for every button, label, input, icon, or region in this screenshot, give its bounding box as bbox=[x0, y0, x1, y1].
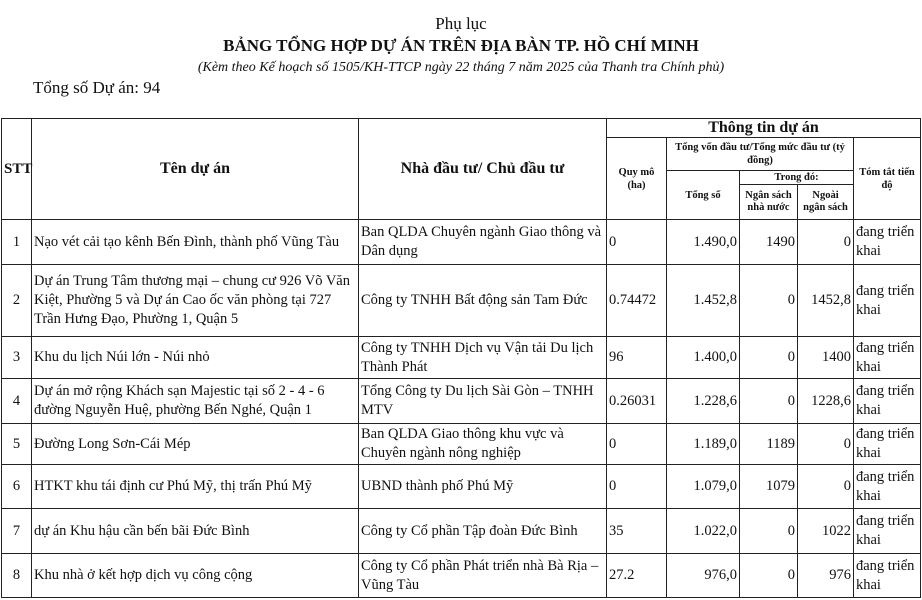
cell-area: 35 bbox=[607, 509, 667, 554]
cell-investor: Ban QLDA Chuyên ngành Giao thông và Dân dụng bbox=[359, 220, 607, 265]
cell-stt: 1 bbox=[2, 220, 32, 265]
cell-project-name: dự án Khu hậu cần bến bãi Đức Bình bbox=[32, 509, 359, 554]
cell-total: 1.452,8 bbox=[667, 265, 740, 337]
cell-state-budget: 0 bbox=[740, 337, 798, 379]
table-row bbox=[2, 337, 921, 379]
cell-progress: đang triển khai bbox=[854, 509, 921, 554]
cell-progress: đang triển khai bbox=[854, 220, 921, 265]
cell-area: 0 bbox=[607, 220, 667, 265]
cell-non-budget: 0 bbox=[798, 465, 854, 509]
cell-non-budget: 0 bbox=[798, 424, 854, 465]
header-progress: Tóm tắt tiến độ bbox=[854, 138, 921, 220]
cell-investor: Ban QLDA Giao thông khu vực và Chuyên ngành nông nghiệp bbox=[359, 424, 607, 465]
cell-project-name: Đường Long Sơn-Cái Mép bbox=[32, 424, 359, 465]
header-of-which: Trong đó: bbox=[740, 171, 854, 185]
header-state-budget: Ngân sách nhà nước bbox=[740, 185, 798, 220]
table-row bbox=[2, 554, 921, 598]
cell-state-budget: 1079 bbox=[740, 465, 798, 509]
table-row bbox=[2, 465, 921, 509]
cell-state-budget: 0 bbox=[740, 554, 798, 598]
table-row bbox=[2, 424, 921, 465]
cell-state-budget: 0 bbox=[740, 379, 798, 424]
table-row bbox=[2, 220, 921, 265]
cell-project-name: Khu du lịch Núi lớn - Núi nhỏ bbox=[32, 337, 359, 379]
cell-project-name: Dự án mở rộng Khách sạn Majestic tại số 2 - 4 - 6 đường Nguyễn Huệ, phường Bến Nghé, Quận 1 bbox=[32, 379, 359, 424]
cell-investor: Công ty TNHH Bất động sản Tam Đức bbox=[359, 265, 607, 337]
cell-total: 1.490,0 bbox=[667, 220, 740, 265]
header-project-info: Thông tin dự án bbox=[607, 119, 921, 138]
cell-area: 0.26031 bbox=[607, 379, 667, 424]
cell-progress: đang triển khai bbox=[854, 379, 921, 424]
header-project-name: Tên dự án bbox=[32, 119, 359, 220]
header-area: Quy mô (ha) bbox=[607, 138, 667, 220]
cell-non-budget: 0 bbox=[798, 220, 854, 265]
document-subtitle: (Kèm theo Kế hoạch số 1505/KH-TTCP ngày 22 tháng 7 năm 2025 của Thanh tra Chính phủ) bbox=[197, 60, 725, 75]
cell-stt: 2 bbox=[2, 265, 32, 337]
header-capital: Tổng vốn đầu tư/Tổng mức đầu tư (tỷ đồng) bbox=[667, 138, 854, 171]
cell-state-budget: 1189 bbox=[740, 424, 798, 465]
header-non-budget: Ngoài ngân sách bbox=[798, 185, 854, 220]
cell-area: 0.74472 bbox=[607, 265, 667, 337]
cell-stt: 3 bbox=[2, 337, 32, 379]
cell-project-name: Nạo vét cải tạo kênh Bến Đình, thành phố Vũng Tàu bbox=[32, 220, 359, 265]
cell-area: 27.2 bbox=[607, 554, 667, 598]
cell-investor: Tổng Công ty Du lịch Sài Gòn – TNHH MTV bbox=[359, 379, 607, 424]
cell-stt: 5 bbox=[2, 424, 32, 465]
cell-total: 1.189,0 bbox=[667, 424, 740, 465]
cell-progress: đang triển khai bbox=[854, 265, 921, 337]
cell-progress: đang triển khai bbox=[854, 554, 921, 598]
cell-project-name: Dự án Trung Tâm thương mại – chung cư 926 Võ Văn Kiệt, Phường 5 và Dự án Cao ốc văn phòng tại 727 Trần Hưng Đạo, Phường 1, Quận 5 bbox=[32, 265, 359, 337]
cell-non-budget: 1452,8 bbox=[798, 265, 854, 337]
table-row bbox=[2, 265, 921, 337]
cell-area: 0 bbox=[607, 424, 667, 465]
header-stt: STT bbox=[2, 119, 32, 220]
cell-investor: Công ty Cổ phần Phát triển nhà Bà Rịa – Vũng Tàu bbox=[359, 554, 607, 598]
cell-progress: đang triển khai bbox=[854, 465, 921, 509]
appendix-label: Phụ lục bbox=[435, 14, 487, 33]
cell-total: 1.228,6 bbox=[667, 379, 740, 424]
cell-total: 1.079,0 bbox=[667, 465, 740, 509]
cell-state-budget: 0 bbox=[740, 509, 798, 554]
cell-investor: Công ty TNHH Dịch vụ Vận tải Du lịch Thành Phát bbox=[359, 337, 607, 379]
cell-stt: 8 bbox=[2, 554, 32, 598]
project-table bbox=[1, 118, 921, 598]
table-row bbox=[2, 379, 921, 424]
cell-investor: Công ty Cổ phần Tập đoàn Đức Bình bbox=[359, 509, 607, 554]
cell-project-name: HTKT khu tái định cư Phú Mỹ, thị trấn Phú Mỹ bbox=[32, 465, 359, 509]
table-row bbox=[2, 509, 921, 554]
cell-state-budget: 1490 bbox=[740, 220, 798, 265]
cell-total: 1.022,0 bbox=[667, 509, 740, 554]
cell-total: 1.400,0 bbox=[667, 337, 740, 379]
cell-progress: đang triển khai bbox=[854, 337, 921, 379]
document-title: BẢNG TỔNG HỢP DỰ ÁN TRÊN ĐỊA BÀN TP. HỒ CHÍ MINH bbox=[223, 36, 699, 55]
cell-non-budget: 976 bbox=[798, 554, 854, 598]
cell-progress: đang triển khai bbox=[854, 424, 921, 465]
cell-project-name: Khu nhà ở kết hợp dịch vụ công cộng bbox=[32, 554, 359, 598]
cell-stt: 7 bbox=[2, 509, 32, 554]
project-count: Tổng số Dự án: 94 bbox=[33, 78, 161, 97]
cell-investor: UBND thành phố Phú Mỹ bbox=[359, 465, 607, 509]
cell-stt: 4 bbox=[2, 379, 32, 424]
cell-non-budget: 1228,6 bbox=[798, 379, 854, 424]
header-investor: Nhà đầu tư/ Chủ đầu tư bbox=[359, 119, 607, 220]
cell-non-budget: 1400 bbox=[798, 337, 854, 379]
cell-state-budget: 0 bbox=[740, 265, 798, 337]
cell-non-budget: 1022 bbox=[798, 509, 854, 554]
cell-area: 0 bbox=[607, 465, 667, 509]
cell-total: 976,0 bbox=[667, 554, 740, 598]
cell-stt: 6 bbox=[2, 465, 32, 509]
header-total: Tổng số bbox=[667, 171, 740, 220]
cell-area: 96 bbox=[607, 337, 667, 379]
